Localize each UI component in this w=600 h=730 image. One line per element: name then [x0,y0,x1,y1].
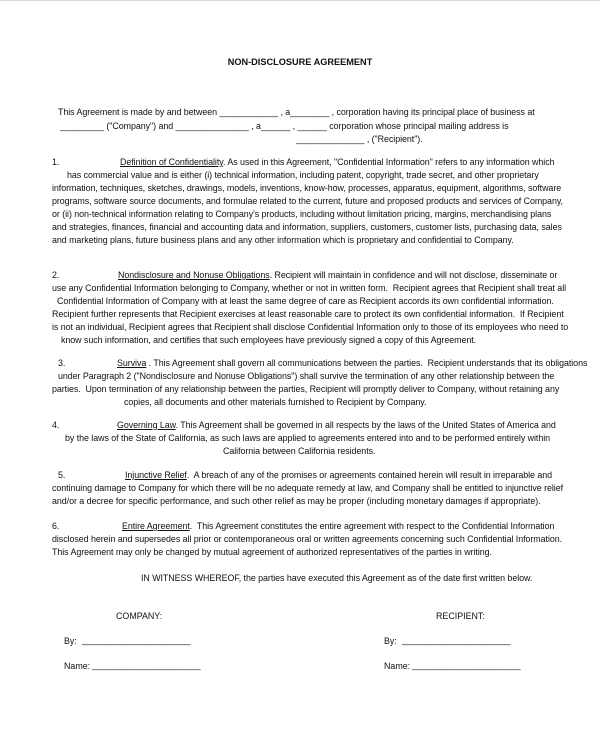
section-number: 2. [52,270,60,280]
company-by-label: By: [64,636,77,646]
section-2-line: Recipient further represents that Recipient exercises at least reasonable care to protect its own confidential information. If Recipient [52,309,564,319]
company-name-field[interactable]: ______________________ [92,660,201,670]
section-number: 1. [52,157,60,167]
document-title: NON-DISCLOSURE AGREEMENT [227,57,373,67]
section-number: 5. [58,470,66,480]
section-heading: Surviva [117,358,147,368]
section-heading: Injunctive Relief [125,470,187,480]
section-1-line: and marketing plans, future business plans and any other information which is proprietary and confidential to Company. [52,235,514,245]
recipient-by-field[interactable]: ______________________ [402,635,511,645]
section-6-line: Entire Agreement. This Agreement constitutes the entire agreement with respect to the Confidential Information [122,521,555,531]
section-3-line: copies, all documents and other materials furnished to Recipient by Company. [124,397,427,407]
section-4-line: California between California residents. [223,446,376,456]
company-label: COMPANY: [116,611,163,621]
section-1-line: information, techniques, sketches, drawings, models, inventions, know-how, processes, apparatus, equipment, algorithms, software [52,183,562,193]
section-2-line: Nondisclosure and Nonuse Obligations. Recipient will maintain in confidence and will not disclose, disseminate or [118,270,558,280]
recipient-by-label: By: [384,636,397,646]
section-2-line: know such information, and certifies that such employees have previously signed a copy of this Agreement. [61,335,477,345]
section-number: 3. [58,358,66,368]
section-1-line: Definition of Confidentiality. As used in this Agreement, "Confidential Information" refers to any information which [120,157,555,167]
page-top-border [0,0,600,1]
company-name-label: Name: [64,661,91,671]
section-3-line: parties. Upon termination of any relationship between the parties, Recipient will promptly deliver to Company, without retaining any [52,384,560,394]
recipient-name-field[interactable]: ______________________ [412,660,521,670]
section-3-line: under Paragraph 2 ("Nondisclosure and Nonuse Obligations") shall survive the termination of any other relationship between the [58,371,555,381]
section-6-line: This Agreement may only be changed by mutual agreement of authorized representatives of the parties in writing. [52,547,492,557]
recipient-label: RECIPIENT: [436,611,485,621]
intro-line: ______________ , ("Recipient"). [296,134,423,144]
section-heading: Definition of Confidentiality [120,157,223,167]
section-heading: Entire Agreement [122,521,190,531]
intro-line: _________ ("Company") and _______________ , a______ , ______ corporation whose principal mailing address is [60,121,509,131]
section-6-line: disclosed herein and supersedes all prior or contemporaneous oral or written agreements concerning such Confidential Information. [52,534,563,544]
section-heading: Nondisclosure and Nonuse Obligations [118,270,270,280]
section-5-line: and/or a decree for specific performance, and such other relief as may be proper (including monetary damages if appropriate). [52,496,541,506]
section-2-line: Confidential Information of Company with at least the same degree of care as Recipient accords its own confidential information. [57,296,554,306]
section-number: 4. [52,420,60,430]
witness-statement: IN WITNESS WHEREOF, the parties have executed this Agreement as of the date first written below. [141,573,533,583]
section-4-line: by the laws of the State of California, as such laws are applied to agreements entered into and to be performed entirely within [65,433,551,443]
section-5-line: Injunctive Relief. A breach of any of the promises or agreements contained herein will result in irreparable and [125,470,553,480]
section-1-line: or (ii) non-technical information relating to Company's products, including without limitation pricing, margins, merchandising plans [52,209,552,219]
section-5-line: continuing damage to Company for which there will be no adequate remedy at law, and Company shall be entitled to injunctive relief [52,483,564,493]
section-2-line: is not an individual, Recipient agrees that Recipient shall disclose Confidential Information only to those of its employees who need to [52,322,569,332]
section-1-line: has commercial value and is either (i) technical information, including patent, copyright, trade secret, and other proprietary [67,170,539,180]
section-1-line: programs, software source documents, and formulae related to the current, future and proposed products and services of Company, [52,196,563,206]
intro-line: This Agreement is made by and between ____________ , a________ , corporation having its principal place of business at [58,107,535,117]
section-2-line: use any Confidential Information belonging to Company, whether or not in written form. Recipient agrees that Recipient shall treat all [52,283,567,293]
section-3-line: Surviva . This Agreement shall govern all communications between the parties. Recipient understands that its obligations [117,358,588,368]
section-number: 6. [52,521,60,531]
recipient-name-label: Name: [384,661,411,671]
section-4-line: Governing Law. This Agreement shall be governed in all respects by the laws of the United States of America and [117,420,556,430]
company-by-field[interactable]: ______________________ [82,635,191,645]
section-heading: Governing Law [117,420,176,430]
section-1-line: and strategies, finances, financial and accounting data and information, suppliers, customers, customer lists, purchasing data, sales [52,222,562,232]
